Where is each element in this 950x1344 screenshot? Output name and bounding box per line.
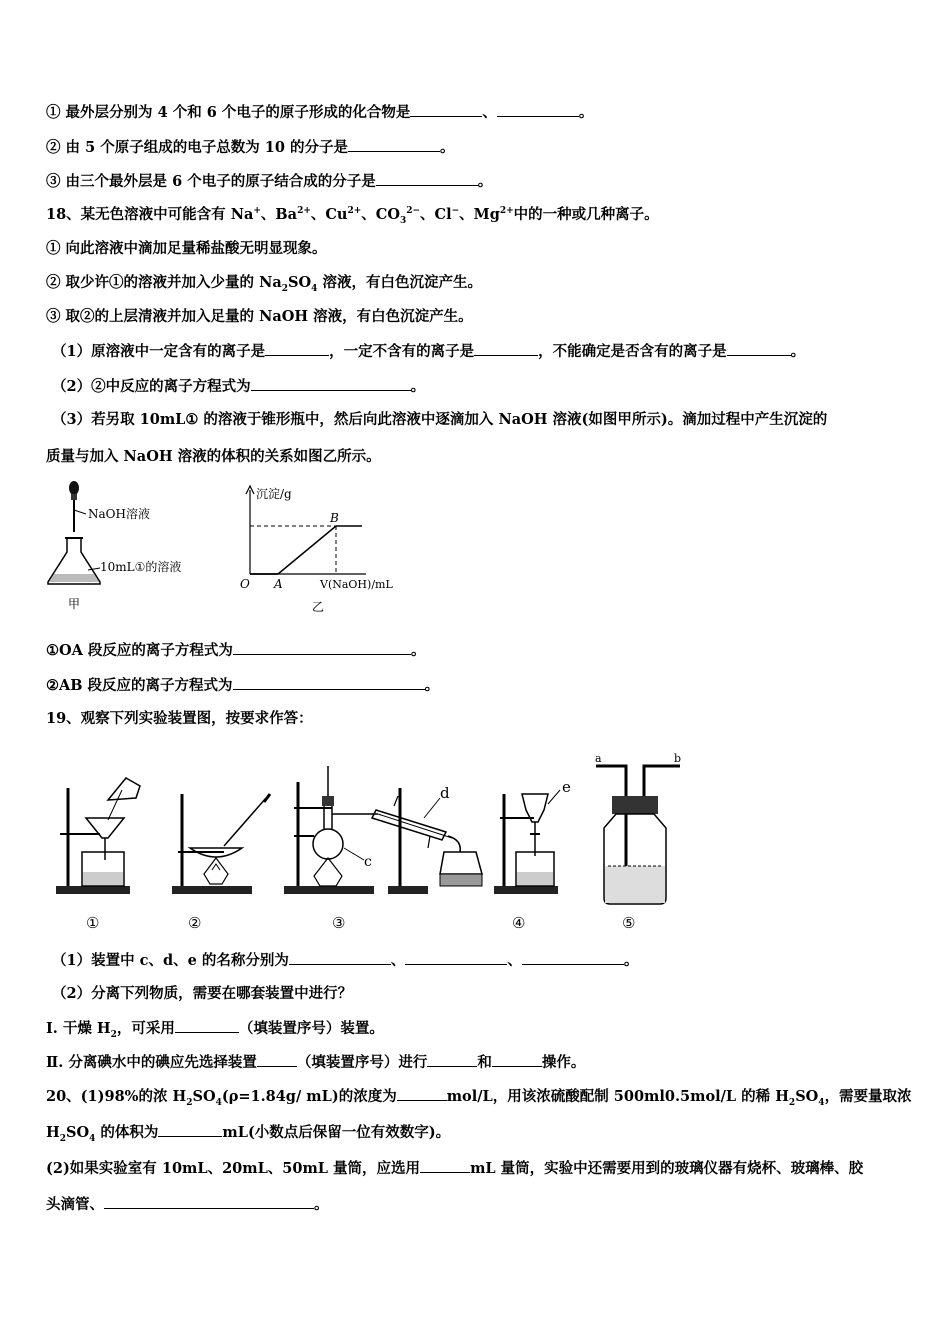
label-a: a [595, 752, 602, 765]
point-a-label: A [274, 577, 283, 591]
caption-jia: 甲 [68, 597, 81, 611]
label-c: c [364, 854, 372, 870]
q17-item1: ① 最外层分别为 4 个和 6 个电子的原子形成的化合物是 、 。 [46, 104, 594, 121]
q17-item3-text: ③ 由三个最外层是 6 个电子的原子结合成的分子是 [46, 173, 376, 190]
x-axis-label: V(NaOH)/mL [320, 578, 393, 591]
label-b: b [674, 752, 682, 765]
condenser [372, 784, 482, 894]
answer-blank[interactable] [497, 102, 579, 117]
q18-part3-line1: （3）若另取 10mL① 的溶液于锥形瓶中，然后向此溶液中逐滴加入 NaOH 溶液(如图甲所示)。滴加过程中产生沉淀的 [52, 411, 828, 428]
dropper-bulb [69, 481, 79, 495]
apparatus-4-separatory-funnel [494, 778, 571, 932]
answer-blank[interactable] [175, 1018, 239, 1033]
answer-blank[interactable] [427, 1052, 477, 1067]
q17-item1-text: ① 最外层分别为 4 个和 6 个电子的原子形成的化合物是 [46, 104, 411, 121]
apparatus-1-filtration [56, 778, 140, 932]
label-flask-solution: 10mL①的溶液 [100, 560, 182, 574]
q17-item2-text: ② 由 5 个原子组成的电子总数为 10 的分子是 [46, 139, 349, 156]
q18-part2: （2）②中反应的离子方程式为 。 [52, 378, 426, 395]
q19-intro: 19、观察下列实验装置图，按要求作答： [46, 710, 313, 727]
answer-blank[interactable] [410, 102, 482, 117]
point-b-label: B [330, 511, 339, 525]
apparatus-2-evaporation [172, 794, 270, 932]
answer-blank[interactable] [158, 1122, 222, 1137]
q18-part3-line2: 质量与加入 NaOH 溶液的体积的关系如图乙所示。 [46, 448, 381, 465]
y-axis-label: 沉淀/g [256, 487, 292, 501]
q18-part1: （1）原溶液中一定含有的离子是 ，一定不含有的离子是 ，不能确定是否含有的离子是 。 [52, 343, 806, 360]
segment-ab [278, 526, 336, 574]
apparatus-3-distillation [284, 766, 378, 932]
answer-blank[interactable] [405, 950, 507, 965]
q17-item3: ③ 由三个最外层是 6 个电子的原子结合成的分子是 。 [46, 173, 493, 190]
apparatus-label-3: ③ [332, 914, 346, 932]
answer-blank[interactable] [233, 675, 425, 690]
label-e: e [562, 778, 571, 796]
q19-part2-i: Ⅰ. 干燥 $H_2$，可采用 （填装置序号）装置。 [46, 1020, 384, 1040]
q19-part1: （1）装置中 c、d、e 的名称分别为 、 、 。 [52, 952, 639, 969]
q19-part2-ii: Ⅱ. 分离碘水中的碘应先选择装置 （填装置序号）进行 和 操作。 [46, 1054, 586, 1071]
answer-blank[interactable] [251, 376, 411, 391]
q20-part2-line1: (2)如果实验室有 10mL、20mL、50mL 量筒，应选用 mL 量筒，实验中还需要用到的玻璃仪器有烧杯、玻璃棒、胶 [46, 1160, 864, 1177]
q18-step1: ① 向此溶液中滴加足量稀盐酸无明显现象。 [46, 240, 327, 257]
answer-blank[interactable] [289, 950, 391, 965]
q18-oa-equation: ①OA 段反应的离子方程式为 。 [46, 642, 426, 659]
figure-jia-dropper-flask [40, 478, 210, 613]
answer-blank[interactable] [522, 950, 624, 965]
q18-ab-equation: ②AB 段反应的离子方程式为 。 [46, 677, 440, 694]
apparatus-label-1: ① [86, 914, 100, 932]
flask-solution [49, 574, 99, 582]
q20-part2-line2: 头滴管、 。 [46, 1196, 329, 1213]
q18-intro: 18、某无色溶液中可能含有 Na+、$Ba^{2+}$、$Cu^{2+}$、$CO_3^{2-}$、Cl−、$Mg^{2+}$中的一种或几种离子。 [46, 206, 659, 226]
origin-label: O [240, 577, 250, 591]
q20-part1-line2: $H_2SO_4$ 的体积为 mL(小数点后保留一位有效数字)。 [46, 1124, 451, 1144]
q18-step2: ② 取少许①的溶液并加入少量的 $Na_2SO_4$ 溶液，有白色沉淀产生。 [46, 274, 482, 294]
apparatus-5-gas-bottle [595, 752, 681, 932]
apparatus-label-5: ⑤ [622, 914, 636, 932]
apparatus-label-4: ④ [512, 914, 526, 932]
answer-blank[interactable] [492, 1052, 542, 1067]
label-d: d [440, 784, 450, 802]
label-naoh-solution: NaOH溶液 [88, 507, 150, 521]
q18-step3: ③ 取②的上层清液并加入足量的 NaOH 溶液，有白色沉淀产生。 [46, 308, 473, 325]
caption-yi: 乙 [312, 600, 325, 614]
answer-blank[interactable] [265, 341, 329, 356]
answer-blank[interactable] [397, 1086, 447, 1101]
q20-part1-line1: 20、(1)98%的浓 $H_2SO_4(\rho=1.84g/$ mL)的浓度为 mol/L，用该浓硫酸配制 500ml0.5mol/L 的稀 $H_2SO_4$，需要量取浓 [46, 1088, 912, 1108]
figure-lab-apparatus [48, 748, 698, 938]
apparatus-label-2: ② [188, 914, 202, 932]
answer-blank[interactable] [376, 171, 478, 186]
answer-blank[interactable] [348, 137, 440, 152]
answer-blank[interactable] [104, 1194, 314, 1209]
answer-blank[interactable] [257, 1052, 297, 1067]
answer-blank[interactable] [420, 1158, 470, 1173]
q17-item2: ② 由 5 个原子组成的电子总数为 10 的分子是 。 [46, 139, 455, 156]
answer-blank[interactable] [474, 341, 538, 356]
q19-part2: （2）分离下列物质，需要在哪套装置中进行？ [52, 985, 353, 1002]
answer-blank[interactable] [233, 640, 411, 655]
answer-blank[interactable] [727, 341, 791, 356]
figure-yi-precipitate-graph [232, 480, 412, 615]
